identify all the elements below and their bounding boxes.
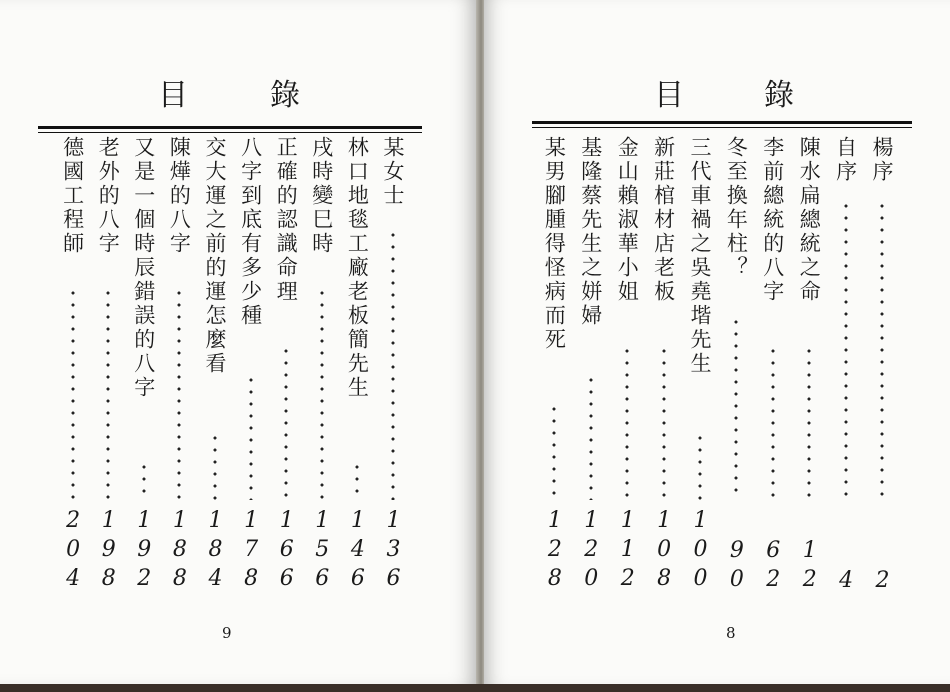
toc-entry-page: 120 <box>578 508 604 595</box>
toc-entry <box>273 136 299 304</box>
toc-entry <box>344 136 370 400</box>
toc-entry-title: 自序 <box>833 136 858 184</box>
toc-entry <box>651 136 677 304</box>
page-number: 9 <box>222 624 232 642</box>
heading-rule-thin <box>38 132 422 133</box>
toc-entry-title: 基隆蔡先生之姘婦 <box>578 136 603 328</box>
toc-entry <box>796 136 822 304</box>
toc-leader-dots <box>166 287 192 500</box>
toc-entry-title: 交大運之前的運怎麼看 <box>203 136 227 376</box>
toc-entry <box>238 136 264 328</box>
heading-rule-thick <box>532 121 912 124</box>
toc-entry-title: 又是一個時辰錯誤的八字 <box>131 136 156 400</box>
toc-entry-title: 金山賴淑華小姐 <box>615 136 640 304</box>
toc-entry-page: 2 <box>870 568 895 597</box>
toc-entry <box>614 136 640 304</box>
toc-entry-page: 156 <box>309 508 335 595</box>
toc-entry-title: 某女士 <box>381 136 405 208</box>
toc-entry-page: 90 <box>724 538 750 596</box>
toc-leader-dots <box>687 432 713 500</box>
toc-entry <box>309 136 335 256</box>
toc-entry-page: 198 <box>96 508 122 595</box>
toc-entry-page: 4 <box>833 568 859 597</box>
toc-entry-title: 新莊棺材店老板 <box>651 136 676 304</box>
toc-entry <box>60 136 86 256</box>
toc-entry-title: 老外的八字 <box>96 136 121 256</box>
toc-entry-title: 陳水扁總統之命 <box>797 136 822 304</box>
toc-entry-title: 林口地毯工廠老板簡先生 <box>345 136 370 400</box>
toc-leader-dots <box>131 461 157 500</box>
heading-rule-thick <box>38 126 422 129</box>
toc-entry <box>578 136 604 328</box>
toc-leader-dots <box>344 461 370 500</box>
toc-leader-dots <box>614 345 640 500</box>
toc-entry-title: 正確的認識命理 <box>274 136 299 304</box>
toc-entry <box>869 136 895 184</box>
toc-entry <box>833 136 859 184</box>
toc-entry-page: 62 <box>760 538 786 596</box>
toc-entry-title: 三代車禍之吳堯堦先生 <box>688 136 712 376</box>
left-page <box>0 0 478 684</box>
toc-entry-title: 李前總統的八字 <box>760 136 785 304</box>
toc-entry-page: 136 <box>381 508 406 595</box>
toc-leader-dots <box>309 287 335 500</box>
toc-entry-page: 108 <box>651 508 677 595</box>
right-page <box>484 0 950 684</box>
toc-entry-title: 德國工程師 <box>60 136 85 256</box>
toc-entry <box>760 136 786 304</box>
toc-leader-dots <box>380 229 406 500</box>
toc-leader-dots <box>833 200 859 500</box>
toc-leader-dots <box>796 345 822 500</box>
toc-entry-title: 楊序 <box>870 136 894 184</box>
heading-char-lu: 錄 <box>270 78 300 113</box>
toc-entry-page: 100 <box>688 508 713 595</box>
toc-leader-dots <box>651 345 677 500</box>
toc-entry-title: 某男腳腫得怪病而死 <box>542 136 567 352</box>
toc-entry-page: 192 <box>131 508 157 595</box>
toc-leader-dots <box>238 374 264 500</box>
toc-leader-dots <box>541 403 567 500</box>
toc-entry-title: 戌時變巳時 <box>309 136 334 256</box>
toc-entry-page: 166 <box>274 508 300 595</box>
toc-entry-page: 204 <box>60 508 86 595</box>
toc-entry <box>95 136 121 256</box>
toc-leader-dots <box>273 345 299 500</box>
toc-entry <box>541 136 567 352</box>
toc-leader-dots <box>760 345 786 500</box>
toc-entry-page: 184 <box>203 508 228 595</box>
toc-leader-dots <box>723 316 749 500</box>
toc-leader-dots <box>202 432 228 500</box>
book-bottom-edge <box>0 684 950 692</box>
heading-rule-thin <box>532 127 912 128</box>
toc-entry-page: 112 <box>615 508 641 595</box>
toc-entry-title: 八字到底有多少種 <box>238 136 263 328</box>
toc-entry-page: 146 <box>345 508 371 595</box>
toc-entry-page: 188 <box>167 508 193 595</box>
toc-entry-page: 12 <box>797 538 823 596</box>
toc-entry <box>131 136 157 400</box>
toc-entry-title: 冬至換年柱？ <box>724 136 749 280</box>
toc-leader-dots <box>60 287 86 500</box>
heading-char-lu: 錄 <box>764 78 794 113</box>
page-number: 8 <box>726 624 736 642</box>
heading-char-mu: 目 <box>158 78 188 113</box>
heading-char-mu: 目 <box>654 78 684 113</box>
toc-entry-title: 陳燁的八字 <box>167 136 192 256</box>
toc-entry <box>166 136 192 256</box>
toc-leader-dots <box>869 200 895 500</box>
toc-entry <box>687 136 713 376</box>
toc-leader-dots <box>95 287 121 500</box>
toc-entry <box>202 136 228 376</box>
toc-entry <box>723 136 749 280</box>
toc-entry-page: 178 <box>238 508 264 595</box>
toc-leader-dots <box>578 374 604 500</box>
toc-entry <box>380 136 406 208</box>
toc-entry-page: 128 <box>542 508 568 595</box>
